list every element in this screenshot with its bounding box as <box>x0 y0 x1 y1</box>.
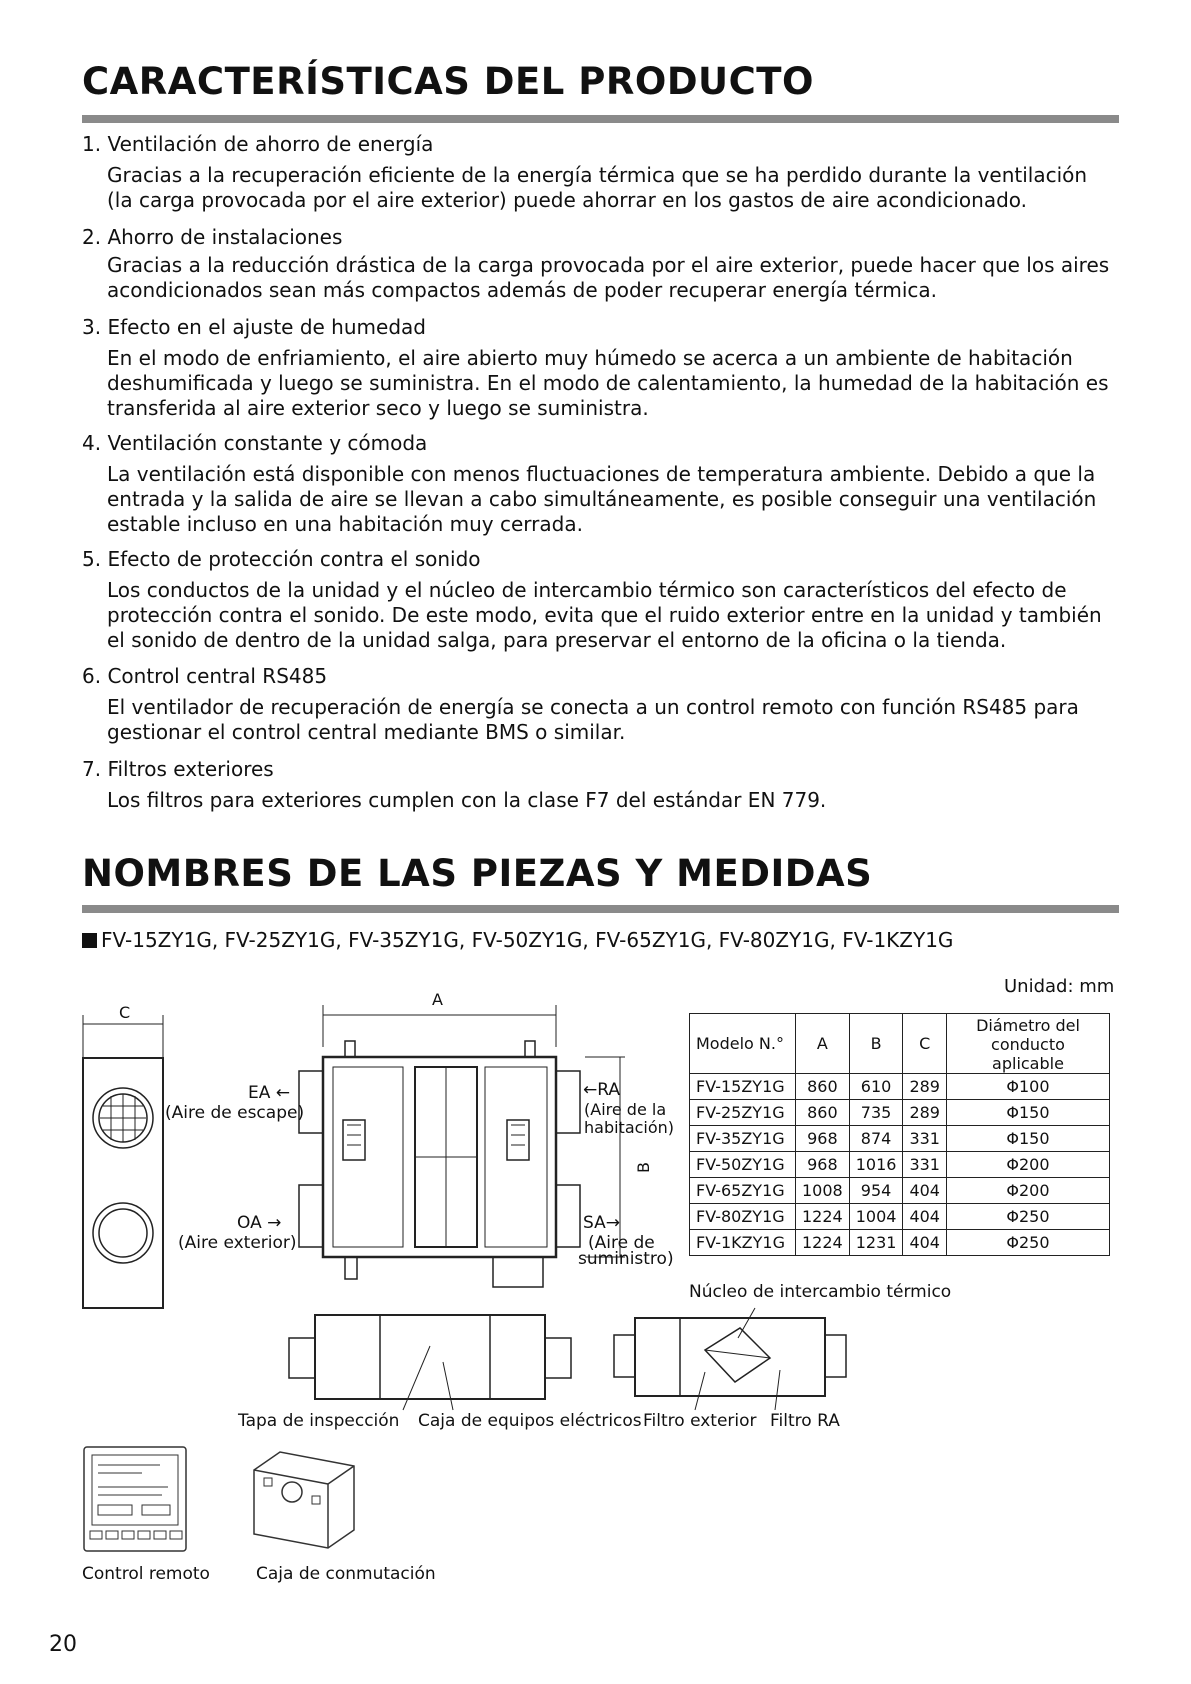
feature-text: gestionar el control central mediante BMS o similar. <box>107 720 626 744</box>
table-header: Modelo N.° <box>690 1014 796 1074</box>
feature-text: estable incluso en una habitación muy cerrada. <box>107 512 583 536</box>
models-text: FV-15ZY1G, FV-25ZY1G, FV-35ZY1G, FV-50ZY1G, FV-65ZY1G, FV-80ZY1G, FV-1KZY1G <box>101 928 954 952</box>
sa-desc-1: (Aire de <box>588 1233 655 1253</box>
ra-filter-label: Filtro RA <box>770 1411 840 1431</box>
remote-control-icon <box>82 1445 190 1555</box>
dim-b-label: B <box>633 1162 653 1173</box>
oa-label <box>237 1213 281 1233</box>
feature-text: entrada y la salida de aire se llevan a cabo simultáneamente, es posible conseguir una ventilación <box>107 487 1097 511</box>
table-cell: 404 <box>903 1178 947 1204</box>
feature-text: Gracias a la reducción drástica de la carga provocada por el aire exterior, puede hacer que los aires <box>107 253 1110 277</box>
spec-table <box>689 1013 1110 1256</box>
table-row <box>690 1074 1110 1100</box>
table-cell: 874 <box>849 1126 903 1152</box>
feature-text: Gracias a la recuperación eficiente de la energía térmica que se ha perdido durante la ventilación <box>107 163 1088 187</box>
switch-box-label: Caja de conmutación <box>256 1564 436 1584</box>
table-header-line: Diámetro del <box>976 1016 1080 1035</box>
feature-5 <box>82 546 1132 653</box>
table-cell: 968 <box>796 1152 850 1178</box>
table-cell: 860 <box>796 1100 850 1126</box>
table-cell: 860 <box>796 1074 850 1100</box>
table-cell: Φ100 <box>946 1074 1109 1100</box>
table-row <box>690 1126 1110 1152</box>
table-cell: Φ150 <box>946 1126 1109 1152</box>
table-header: A <box>796 1014 850 1074</box>
table-cell: FV-25ZY1G <box>690 1100 796 1126</box>
unit-label: Unidad: mm <box>1004 976 1115 997</box>
table-cell: 404 <box>903 1204 947 1230</box>
feature-text: acondicionados sean más compactos además de poder recuperar energía térmica. <box>107 278 938 302</box>
table-header-line: conducto aplicable <box>991 1035 1065 1073</box>
ra-desc-2: habitación) <box>584 1118 675 1137</box>
table-cell: 1224 <box>796 1204 850 1230</box>
sa-label <box>583 1213 620 1233</box>
dim-a-label: A <box>432 990 443 1009</box>
table-row <box>690 1178 1110 1204</box>
table-cell: 968 <box>796 1126 850 1152</box>
switch-box-icon <box>250 1448 360 1552</box>
title-rule <box>82 905 1119 913</box>
table-cell: 1004 <box>849 1204 903 1230</box>
feature-1 <box>82 131 1132 213</box>
sa-desc-2: suministro) <box>578 1249 674 1269</box>
parts-title: NOMBRES DE LAS PIEZAS Y MEDIDAS <box>82 852 873 895</box>
title-rule <box>82 115 1119 123</box>
feature-4 <box>82 430 1132 537</box>
table-cell: 331 <box>903 1152 947 1178</box>
table-cell: Φ250 <box>946 1204 1109 1230</box>
feature-text: (la carga provocada por el aire exterior) puede ahorrar en los gastos de aire acondicionado. <box>107 188 1028 212</box>
feature-text: Los filtros para exteriores cumplen con la clase F7 del estándar EN 779. <box>107 788 827 812</box>
feature-title: 3. Efecto en el ajuste de humedad <box>82 315 426 339</box>
table-cell: 331 <box>903 1126 947 1152</box>
table-cell: FV-1KZY1G <box>690 1230 796 1256</box>
feature-2 <box>82 224 1132 303</box>
table-row <box>690 1204 1110 1230</box>
table-cell: Φ150 <box>946 1100 1109 1126</box>
feature-text: transferida al aire exterior seco y luego se suministra. <box>107 396 649 420</box>
table-header: C <box>903 1014 947 1074</box>
dim-c-label: C <box>119 1003 131 1022</box>
feature-6 <box>82 663 1132 745</box>
table-cell: FV-50ZY1G <box>690 1152 796 1178</box>
inspection-view-drawing <box>285 1310 575 1410</box>
arrow-right-icon: → <box>605 1213 620 1233</box>
feature-title: 1. Ventilación de ahorro de energía <box>82 132 434 156</box>
arrow-right-icon: → <box>267 1213 282 1233</box>
outdoor-filter-label: Filtro exterior <box>643 1411 757 1431</box>
table-cell: FV-80ZY1G <box>690 1204 796 1230</box>
table-header-row <box>690 1014 1110 1074</box>
ea-code: EA <box>248 1083 271 1103</box>
feature-title: 6. Control central RS485 <box>82 664 328 688</box>
table-cell: 1016 <box>849 1152 903 1178</box>
table-cell: 735 <box>849 1100 903 1126</box>
feature-title: 4. Ventilación constante y cómoda <box>82 431 428 455</box>
feature-7 <box>82 756 1132 813</box>
feature-title: 2. Ahorro de instalaciones <box>82 225 343 249</box>
feature-text: el sonido de dentro de la unidad salga, para preservar el entorno de la oficina o la tienda. <box>107 628 1007 652</box>
core-label: Núcleo de intercambio térmico <box>689 1282 952 1302</box>
table-cell: FV-15ZY1G <box>690 1074 796 1100</box>
table-cell: 1008 <box>796 1178 850 1204</box>
feature-text: El ventilador de recuperación de energía se conecta a un control remoto con función RS485 para <box>107 695 1079 719</box>
table-cell: 1224 <box>796 1230 850 1256</box>
feature-title: 5. Efecto de protección contra el sonido <box>82 547 481 571</box>
table-cell: 289 <box>903 1100 947 1126</box>
inspection-label: Tapa de inspección <box>238 1411 400 1431</box>
oa-desc: (Aire exterior) <box>178 1233 297 1253</box>
ra-code: RA <box>597 1080 621 1100</box>
page-number: 20 <box>49 1632 77 1657</box>
feature-text: deshumificada y luego se suministra. En el modo de calentamiento, la humedad de la habitación es <box>107 371 1109 395</box>
feature-3 <box>82 314 1132 421</box>
ea-desc: (Aire de escape) <box>165 1103 305 1123</box>
table-cell: 1231 <box>849 1230 903 1256</box>
ea-label <box>248 1083 290 1103</box>
side-view-drawing <box>80 1010 170 1310</box>
table-cell: Φ250 <box>946 1230 1109 1256</box>
elec-box-label: Caja de equipos eléctricos <box>418 1411 642 1431</box>
table-cell: FV-35ZY1G <box>690 1126 796 1152</box>
filter-view-drawing <box>610 1310 850 1410</box>
table-cell: Φ200 <box>946 1152 1109 1178</box>
feature-text: En el modo de enfriamiento, el aire abierto muy húmedo se acerca a un ambiente de habitación <box>107 346 1073 370</box>
table-cell: 289 <box>903 1074 947 1100</box>
table-cell: 954 <box>849 1178 903 1204</box>
sa-code: SA <box>583 1213 606 1233</box>
table-row <box>690 1152 1110 1178</box>
ra-label <box>583 1080 620 1100</box>
table-header: B <box>849 1014 903 1074</box>
feature-text: protección contra el sonido. De este modo, evita que el ruido exterior entre en la unidad y también <box>107 603 1102 627</box>
table-cell: 404 <box>903 1230 947 1256</box>
models-line <box>82 928 953 952</box>
oa-code: OA <box>237 1213 262 1233</box>
table-cell: FV-65ZY1G <box>690 1178 796 1204</box>
table-header <box>946 1014 1109 1074</box>
feature-text: La ventilación está disponible con menos fluctuaciones de temperatura ambiente. Debido a que la <box>107 462 1096 486</box>
table-row <box>690 1230 1110 1256</box>
arrow-left-icon: ← <box>583 1080 598 1100</box>
table-cell: Φ200 <box>946 1178 1109 1204</box>
square-bullet-icon <box>82 933 97 948</box>
table-row <box>690 1100 1110 1126</box>
remote-label: Control remoto <box>82 1564 210 1584</box>
table-cell: 610 <box>849 1074 903 1100</box>
arrow-left-icon: ← <box>275 1083 291 1103</box>
ra-desc-1: (Aire de la <box>584 1100 667 1119</box>
feature-title: 7. Filtros exteriores <box>82 757 274 781</box>
feature-text: Los conductos de la unidad y el núcleo de intercambio térmico son característicos del efecto de <box>107 578 1067 602</box>
features-title: CARACTERÍSTICAS DEL PRODUCTO <box>82 60 814 103</box>
